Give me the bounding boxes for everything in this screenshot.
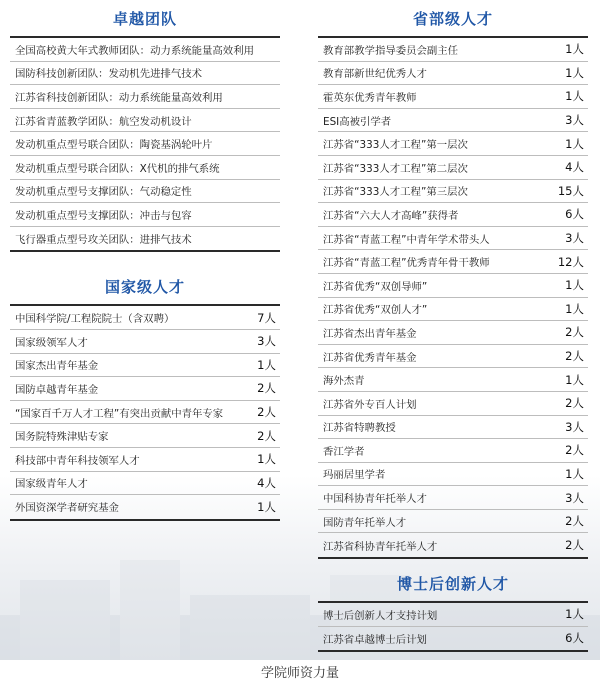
row-label: 江苏省卓越博士后计划	[323, 633, 427, 646]
row-count: 3人	[565, 231, 584, 246]
table-row	[10, 495, 280, 519]
row-count: 1人	[565, 136, 584, 151]
table-row	[318, 227, 588, 251]
table-row	[10, 306, 280, 330]
row-label: 玛丽居里学者	[323, 469, 386, 482]
right-column	[318, 8, 588, 652]
row-label: 博士后创新人才支持计划	[323, 609, 438, 622]
row-label: 江苏省杰出青年基金	[323, 327, 417, 340]
table-row	[10, 472, 280, 496]
table-row	[318, 62, 588, 86]
row-count: 1人	[565, 372, 584, 387]
table-row	[10, 38, 280, 62]
row-label: 国防青年托举人才	[323, 516, 407, 529]
section-title-team: 卓越团队	[112, 10, 177, 28]
row-label: 国家杰出青年基金	[15, 360, 99, 373]
row-label: 发动机重点型号支撑团队：气动稳定性	[15, 186, 192, 199]
table-row	[10, 354, 280, 378]
row-label: 江苏省优秀青年基金	[323, 351, 417, 364]
row-count: 7人	[257, 310, 276, 325]
table-row	[10, 401, 280, 425]
table-row	[318, 203, 588, 227]
row-label: 江苏省“333人才工程”第一层次	[323, 139, 468, 152]
table-row	[318, 250, 588, 274]
row-count: 1人	[565, 301, 584, 316]
row-count: 1人	[565, 65, 584, 80]
section-title-provincial: 省部级人才	[412, 10, 493, 28]
row-count: 2人	[565, 325, 584, 340]
row-label: 江苏省“333人才工程”第二层次	[323, 162, 468, 175]
row-label: 江苏省“333人才工程”第三层次	[323, 186, 468, 199]
row-count: 1人	[257, 357, 276, 372]
row-count: 2人	[257, 381, 276, 396]
table-row	[318, 298, 588, 322]
row-label: 科技部中青年科技领军人才	[15, 454, 140, 467]
row-count: 2人	[565, 514, 584, 529]
row-label: 国家级领军人才	[15, 336, 88, 349]
row-label: 国防卓越青年基金	[15, 383, 99, 396]
table-row	[318, 180, 588, 204]
row-count: 3人	[257, 334, 276, 349]
table-row	[318, 345, 588, 369]
row-count: 2人	[565, 396, 584, 411]
row-label: 国家级青年人才	[15, 478, 88, 491]
table-row	[10, 377, 280, 401]
table-row	[10, 85, 280, 109]
table-row	[10, 424, 280, 448]
table-row	[10, 109, 280, 133]
table-row	[318, 627, 588, 651]
table-row	[10, 330, 280, 354]
row-label: 江苏省“六大人才高峰”获得者	[323, 209, 459, 222]
table-row	[318, 368, 588, 392]
table-row	[10, 132, 280, 156]
row-label: 江苏省优秀“双创人才”	[323, 304, 428, 317]
row-label: 江苏省科技创新团队：动力系统能量高效利用	[15, 91, 223, 104]
row-label: 中国科协青年托举人才	[323, 493, 427, 506]
row-label: 海外杰青	[323, 375, 365, 388]
table-row	[10, 180, 280, 204]
row-label: 江苏省特聘教授	[323, 422, 396, 435]
row-label: 发动机重点型号联合团队：陶瓷基涡轮叶片	[15, 139, 213, 152]
row-label: 江苏省优秀“双创导师”	[323, 280, 428, 293]
table-row	[318, 416, 588, 440]
postdoc-table	[318, 601, 588, 652]
row-count: 6人	[565, 207, 584, 222]
row-count: 6人	[565, 631, 584, 646]
table-row	[318, 109, 588, 133]
row-label: 江苏省青蓝教学团队：航空发动机设计	[15, 115, 192, 128]
row-label: 教育部新世纪优秀人才	[323, 68, 427, 81]
row-label: 发动机重点型号联合团队：X代机的排气系统	[15, 162, 220, 175]
table-row	[318, 274, 588, 298]
row-count: 12人	[557, 254, 584, 269]
row-count: 2人	[565, 349, 584, 364]
image-caption: 学院师资力量	[260, 666, 339, 681]
row-label: 国防科技创新团队：发动机先进排气技术	[15, 68, 203, 81]
row-count: 2人	[565, 443, 584, 458]
row-count: 2人	[565, 538, 584, 553]
row-count: 2人	[257, 405, 276, 420]
row-count: 1人	[565, 607, 584, 622]
row-label: 江苏省“青蓝工程”优秀青年骨干教师	[323, 257, 490, 270]
table-row	[318, 132, 588, 156]
row-label: 飞行器重点型号攻关团队：进排气技术	[15, 234, 192, 247]
table-row	[318, 510, 588, 534]
row-count: 2人	[257, 428, 276, 443]
table-row	[318, 156, 588, 180]
table-row	[318, 38, 588, 62]
row-count: 1人	[565, 278, 584, 293]
row-count: 3人	[565, 490, 584, 505]
table-row	[318, 486, 588, 510]
left-column	[10, 8, 280, 521]
row-label: “国家百千万人才工程”有突出贡献中青年专家	[15, 407, 224, 420]
row-label: 霍英东优秀青年教师	[323, 91, 417, 104]
table-row	[318, 533, 588, 557]
table-row	[10, 227, 280, 251]
team-table	[10, 36, 280, 252]
row-label: 香江学者	[323, 445, 365, 458]
section-title-national: 国家级人才	[104, 278, 185, 297]
table-row	[10, 203, 280, 227]
row-label: ESI高被引学者	[323, 115, 392, 128]
row-count: 1人	[565, 466, 584, 481]
table-row	[318, 603, 588, 627]
table-row	[10, 156, 280, 180]
row-label: 中国科学院/工程院院士（含双聘）	[15, 313, 175, 326]
section-title-postdoc: 博士后创新人才	[396, 575, 509, 594]
row-count: 4人	[257, 475, 276, 490]
row-label: 教育部教学指导委员会副主任	[323, 44, 459, 57]
table-row	[10, 62, 280, 86]
table-row	[318, 392, 588, 416]
row-count: 1人	[257, 499, 276, 514]
row-label: 江苏省科协青年托举人才	[323, 540, 438, 553]
row-count: 3人	[565, 419, 584, 434]
table-row	[10, 448, 280, 472]
table-row	[318, 321, 588, 345]
row-count: 3人	[565, 113, 584, 128]
row-count: 1人	[565, 42, 584, 57]
national-table	[10, 304, 280, 520]
row-label: 外国资深学者研究基金	[15, 502, 119, 515]
row-count: 1人	[565, 89, 584, 104]
table-row	[318, 85, 588, 109]
row-count: 1人	[257, 452, 276, 467]
row-label: 发动机重点型号支撑团队：冲击与包容	[15, 209, 192, 222]
table-row	[318, 439, 588, 463]
row-label: 江苏省外专百人计划	[323, 398, 417, 411]
row-label: 国务院特殊津贴专家	[15, 431, 109, 444]
row-label: 全国高校黄大年式教师团队：动力系统能量高效利用	[15, 44, 254, 57]
provincial-table	[318, 36, 588, 559]
table-row	[318, 463, 588, 487]
row-label: 江苏省“青蓝工程”中青年学术带头人	[323, 233, 490, 246]
row-count: 4人	[565, 160, 584, 175]
row-count: 15人	[557, 183, 584, 198]
